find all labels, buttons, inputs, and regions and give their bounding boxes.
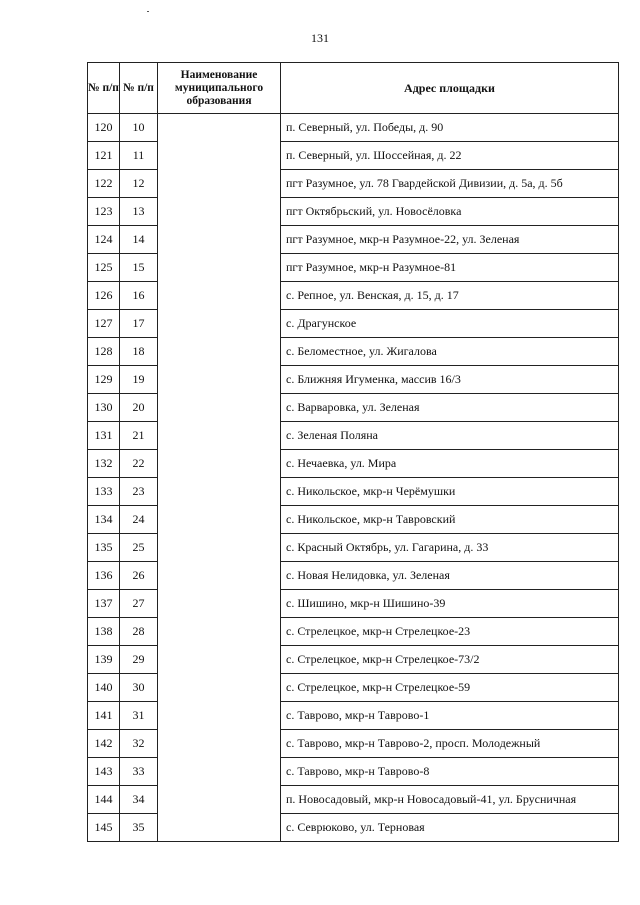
cell-num: 142: [88, 730, 120, 758]
cell-sub-num: 22: [120, 450, 158, 478]
cell-sub-num: 12: [120, 170, 158, 198]
cell-address: с. Стрелецкое, мкр-н Стрелецкое-23: [281, 618, 619, 646]
table-body: [88, 114, 619, 842]
cell-num: 122: [88, 170, 120, 198]
cell-num: 123: [88, 198, 120, 226]
cell-num: 129: [88, 366, 120, 394]
cell-num: 145: [88, 814, 120, 842]
cell-address: с. Никольское, мкр-н Черёмушки: [281, 478, 619, 506]
cell-num: 135: [88, 534, 120, 562]
cell-address: п. Северный, ул. Победы, д. 90: [281, 114, 619, 142]
cell-address: п. Северный, ул. Шоссейная, д. 22: [281, 142, 619, 170]
page-number: 131: [311, 31, 329, 45]
cell-num: 125: [88, 254, 120, 282]
cell-num: 126: [88, 282, 120, 310]
cell-sub-num: 26: [120, 562, 158, 590]
cell-address: с. Зеленая Поляна: [281, 422, 619, 450]
scan-speck: [147, 11, 149, 12]
header-num: № п/п: [88, 63, 120, 114]
cell-num: 139: [88, 646, 120, 674]
cell-address: пгт Разумное, ул. 78 Гвардейской Дивизии, д. 5а, д. 5б: [281, 170, 619, 198]
cell-num: 121: [88, 142, 120, 170]
cell-sub-num: 13: [120, 198, 158, 226]
header-sub-num: № п/п: [120, 63, 158, 114]
cell-address: с. Таврово, мкр-н Таврово-2, просп. Молодежный: [281, 730, 619, 758]
cell-sub-num: 30: [120, 674, 158, 702]
cell-address: с. Нечаевка, ул. Мира: [281, 450, 619, 478]
cell-municipality: [158, 114, 281, 842]
cell-sub-num: 29: [120, 646, 158, 674]
cell-num: 128: [88, 338, 120, 366]
cell-address: пгт Разумное, мкр-н Разумное-81: [281, 254, 619, 282]
header-address: Адрес площадки: [281, 63, 619, 114]
cell-num: 127: [88, 310, 120, 338]
cell-sub-num: 10: [120, 114, 158, 142]
cell-sub-num: 21: [120, 422, 158, 450]
cell-sub-num: 17: [120, 310, 158, 338]
cell-sub-num: 32: [120, 730, 158, 758]
table-header-row: [88, 63, 619, 114]
cell-address: с. Новая Нелидовка, ул. Зеленая: [281, 562, 619, 590]
cell-address: с. Никольское, мкр-н Тавровский: [281, 506, 619, 534]
address-table: [87, 62, 619, 842]
cell-num: 133: [88, 478, 120, 506]
cell-num: 130: [88, 394, 120, 422]
cell-num: 138: [88, 618, 120, 646]
cell-sub-num: 35: [120, 814, 158, 842]
cell-num: 144: [88, 786, 120, 814]
cell-address: с. Севрюково, ул. Терновая: [281, 814, 619, 842]
cell-num: 137: [88, 590, 120, 618]
cell-sub-num: 34: [120, 786, 158, 814]
cell-num: 140: [88, 674, 120, 702]
cell-sub-num: 31: [120, 702, 158, 730]
cell-address: с. Таврово, мкр-н Таврово-1: [281, 702, 619, 730]
cell-num: 124: [88, 226, 120, 254]
cell-sub-num: 27: [120, 590, 158, 618]
cell-num: 136: [88, 562, 120, 590]
cell-sub-num: 16: [120, 282, 158, 310]
cell-address: с. Репное, ул. Венская, д. 15, д. 17: [281, 282, 619, 310]
cell-sub-num: 14: [120, 226, 158, 254]
header-municipality: Наименование муниципального образования: [158, 63, 281, 114]
cell-address: пгт Разумное, мкр-н Разумное-22, ул. Зеленая: [281, 226, 619, 254]
cell-num: 132: [88, 450, 120, 478]
cell-num: 131: [88, 422, 120, 450]
cell-sub-num: 20: [120, 394, 158, 422]
cell-sub-num: 25: [120, 534, 158, 562]
cell-address: с. Беломестное, ул. Жигалова: [281, 338, 619, 366]
cell-sub-num: 18: [120, 338, 158, 366]
cell-address: с. Драгунское: [281, 310, 619, 338]
cell-address: п. Новосадовый, мкр-н Новосадовый-41, ул. Брусничная: [281, 786, 619, 814]
cell-sub-num: 33: [120, 758, 158, 786]
cell-sub-num: 28: [120, 618, 158, 646]
cell-num: 141: [88, 702, 120, 730]
cell-address: с. Красный Октябрь, ул. Гагарина, д. 33: [281, 534, 619, 562]
cell-address: с. Ближняя Игуменка, массив 16/3: [281, 366, 619, 394]
cell-address: с. Стрелецкое, мкр-н Стрелецкое-73/2: [281, 646, 619, 674]
cell-address: с. Варваровка, ул. Зеленая: [281, 394, 619, 422]
cell-sub-num: 15: [120, 254, 158, 282]
cell-sub-num: 24: [120, 506, 158, 534]
cell-sub-num: 11: [120, 142, 158, 170]
cell-num: 120: [88, 114, 120, 142]
cell-num: 143: [88, 758, 120, 786]
cell-num: 134: [88, 506, 120, 534]
cell-address: пгт Октябрьский, ул. Новосёловка: [281, 198, 619, 226]
cell-address: с. Стрелецкое, мкр-н Стрелецкое-59: [281, 674, 619, 702]
cell-sub-num: 23: [120, 478, 158, 506]
cell-address: с. Шишино, мкр-н Шишино-39: [281, 590, 619, 618]
cell-address: с. Таврово, мкр-н Таврово-8: [281, 758, 619, 786]
table-row: [88, 114, 619, 142]
cell-sub-num: 19: [120, 366, 158, 394]
